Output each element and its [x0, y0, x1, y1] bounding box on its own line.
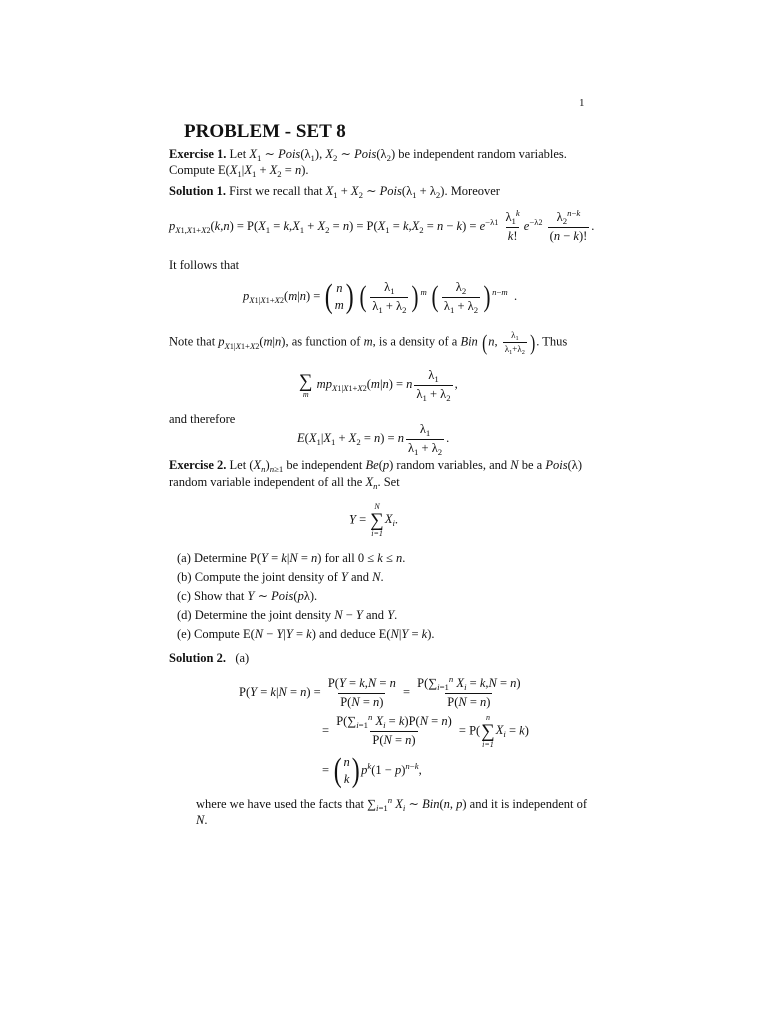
list-item-b: (b) Compute the joint density of Y and N.: [177, 570, 384, 584]
equation-conditional-density: $p_{X1|X1+X2}(m|n)$ = ( n m ) ( $\frac{\lambda_1}{\lambda_1 + \lambda_2}$ ) $^m$ ( $\frac{\lambda_2}{\lambda_1 + \lambda_2}$ ) $^{n-m}$ .: [243, 278, 518, 316]
exercise-1-label: Exercise 1.: [169, 147, 227, 161]
list-item-c: (c) Show that Y ∼ Pois(pλ).: [177, 589, 318, 603]
exercise-2-label: Exercise 2.: [169, 458, 227, 472]
equation-y-sum: Y = N ∑ i=1 $X_i$.: [349, 502, 399, 538]
solution-1-line-1: Solution 1. First we recall that $X_1 + X_2$ ∼ $Pois(\lambda_1 + \lambda_2)$. Moreover: [169, 184, 500, 201]
note-line: Note that $p_{X1|X1+X2}(m|n)$, as function of m, is a density of a Bin (n, $\frac{\lambda_1}{\lambda_1+\lambda_2}$ ). Thus: [169, 329, 568, 357]
list-item-a: (a) Determine P(Y = k|N = n) for all 0 ≤ k ≤ n.: [177, 551, 406, 565]
exercise-2-line-1: Exercise 2. Let $(X_n)_{n\ge 1}$ be independent Be(p) random variables, and N be a Pois(λ): [169, 458, 582, 475]
solution-2-line: Solution 2. (a): [169, 651, 250, 665]
page-number: 1: [579, 97, 585, 109]
equation-sum: ∑ m $mp_{X1|X1+X2}(m|n) = n$ $\frac{\lambda_1}{\lambda_1 + \lambda_2}$ ,: [299, 368, 458, 403]
equation-expectation: $E(X_1|X_1 + X_2 = n) = n$ $\frac{\lambda_1}{\lambda_1 + \lambda_2}$ .: [297, 422, 450, 457]
list-item-d: (d) Determine the joint density N − Y and Y.: [177, 608, 398, 622]
text-it-follows: It follows that: [169, 258, 240, 272]
derivation-line-3: = ( n k ) $p^k(1 - p)^{n-k}$,: [322, 752, 422, 789]
list-item-e: (e) Compute E(N − Y|Y = k) and deduce E(N|Y = k).: [177, 627, 435, 641]
where-line-1: where we have used the facts that $\sum_{i=1}^n$ $X_i$ ∼ Bin(n, p) and it is independent of: [196, 795, 588, 814]
page-title: PROBLEM - SET 8: [184, 121, 346, 142]
equation-joint-density: $p_{X1,X1+X2}(k,n) = P(X_1 = k,X_1 + X_2 = n) = P(X_1 = k,X_2 = n - k) = e^{-\lambda 1}$ $\frac{\lambda_1^k}{k!}$ $e^{-\lambda 2}$ $\frac{\lambda_2^{n-k}}{(n - k)!}$ .: [169, 208, 595, 243]
exercise-1-line-2: Compute $E(X_1|X_1 + X_2 = n)$.: [169, 163, 309, 180]
derivation-line-2: = $\frac{P(\sum_{i=1}^n X_i = k)P(N = n)}{P(N = n)}$ = P( n ∑ i=1 $X_i = k$): [322, 712, 529, 749]
where-line-2: N.: [196, 813, 208, 827]
text-and-therefore: and therefore: [169, 412, 236, 426]
exercise-2-line-2: random variable independent of all the $X_n$. Set: [169, 475, 400, 492]
derivation-line-1: P(Y = k|N = n) = $\frac{P(Y = k,N = n}{P(N = n)}$ = $\frac{P(\sum_{i=1}^n X_i = k,N = n)}{P(N = n)}$: [239, 674, 521, 709]
solution-1-label: Solution 1.: [169, 184, 226, 198]
exercise-1-line-1: Exercise 1. Let $X_1$ ∼ $Pois(\lambda_1)$, $X_2$ ∼ $Pois(\lambda_2)$ be independent random variables.: [169, 147, 567, 164]
solution-2-label: Solution 2.: [169, 651, 226, 665]
